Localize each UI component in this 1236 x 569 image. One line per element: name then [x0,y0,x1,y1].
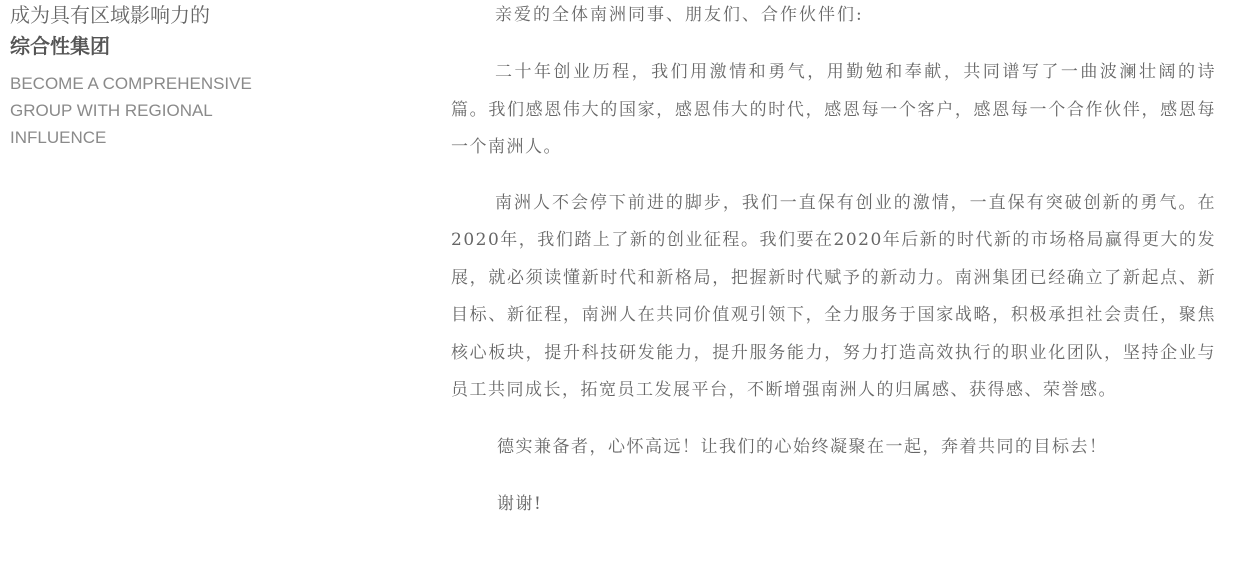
page-subtitle-english: BECOME A COMPREHENSIVE GROUP WITH REGIONAL INFLUENCE [10,74,252,147]
letter-thanks: 谢谢! [497,493,543,514]
letter-paragraph-2: 南洲人不会停下前进的脚步，我们一直保有创业的激情，一直保有突破创新的勇气。在2020年，我们踏上了新的创业征程。我们要在2020年后新的时代新的市场格局赢得更大的发展，就必须读懂新时代和新格局，把握新时代赋予的新动力。南洲集团已经确立了新起点、新目标、新征程，南洲人在共同价值观引领下，全力服务于国家战略，积极承担社会责任，聚焦核心板块，提升科技研发能力，提升服务能力，努力打造高效执行的职业化团队，坚持企业与员工共同成长，拓宽员工发展平台，不断增强南洲人的归属感、获得感、荣誉感。 [451,192,1216,400]
letter-paragraph-1: 二十年创业历程，我们用激情和勇气，用勤勉和奉献，共同谱写了一曲波澜壮阔的诗篇。我们感恩伟大的国家，感恩伟大的时代，感恩每一个客户，感恩每一个合作伙伴，感恩每一个南洲人。 [451,62,1216,157]
page-title-line-2: 综合性集团 [10,34,110,58]
letter-closing: 德实兼备者，心怀高远！让我们的心始终凝聚在一起，奔着共同的目标去！ [497,436,1108,457]
letter-body [451,0,1216,523]
page-title-line-1: 成为具有区域影响力的 [10,3,210,27]
letter-greeting: 亲爱的全体南洲同事、朋友们、合作伙伴们: [495,5,864,25]
heading-block [10,0,390,151]
